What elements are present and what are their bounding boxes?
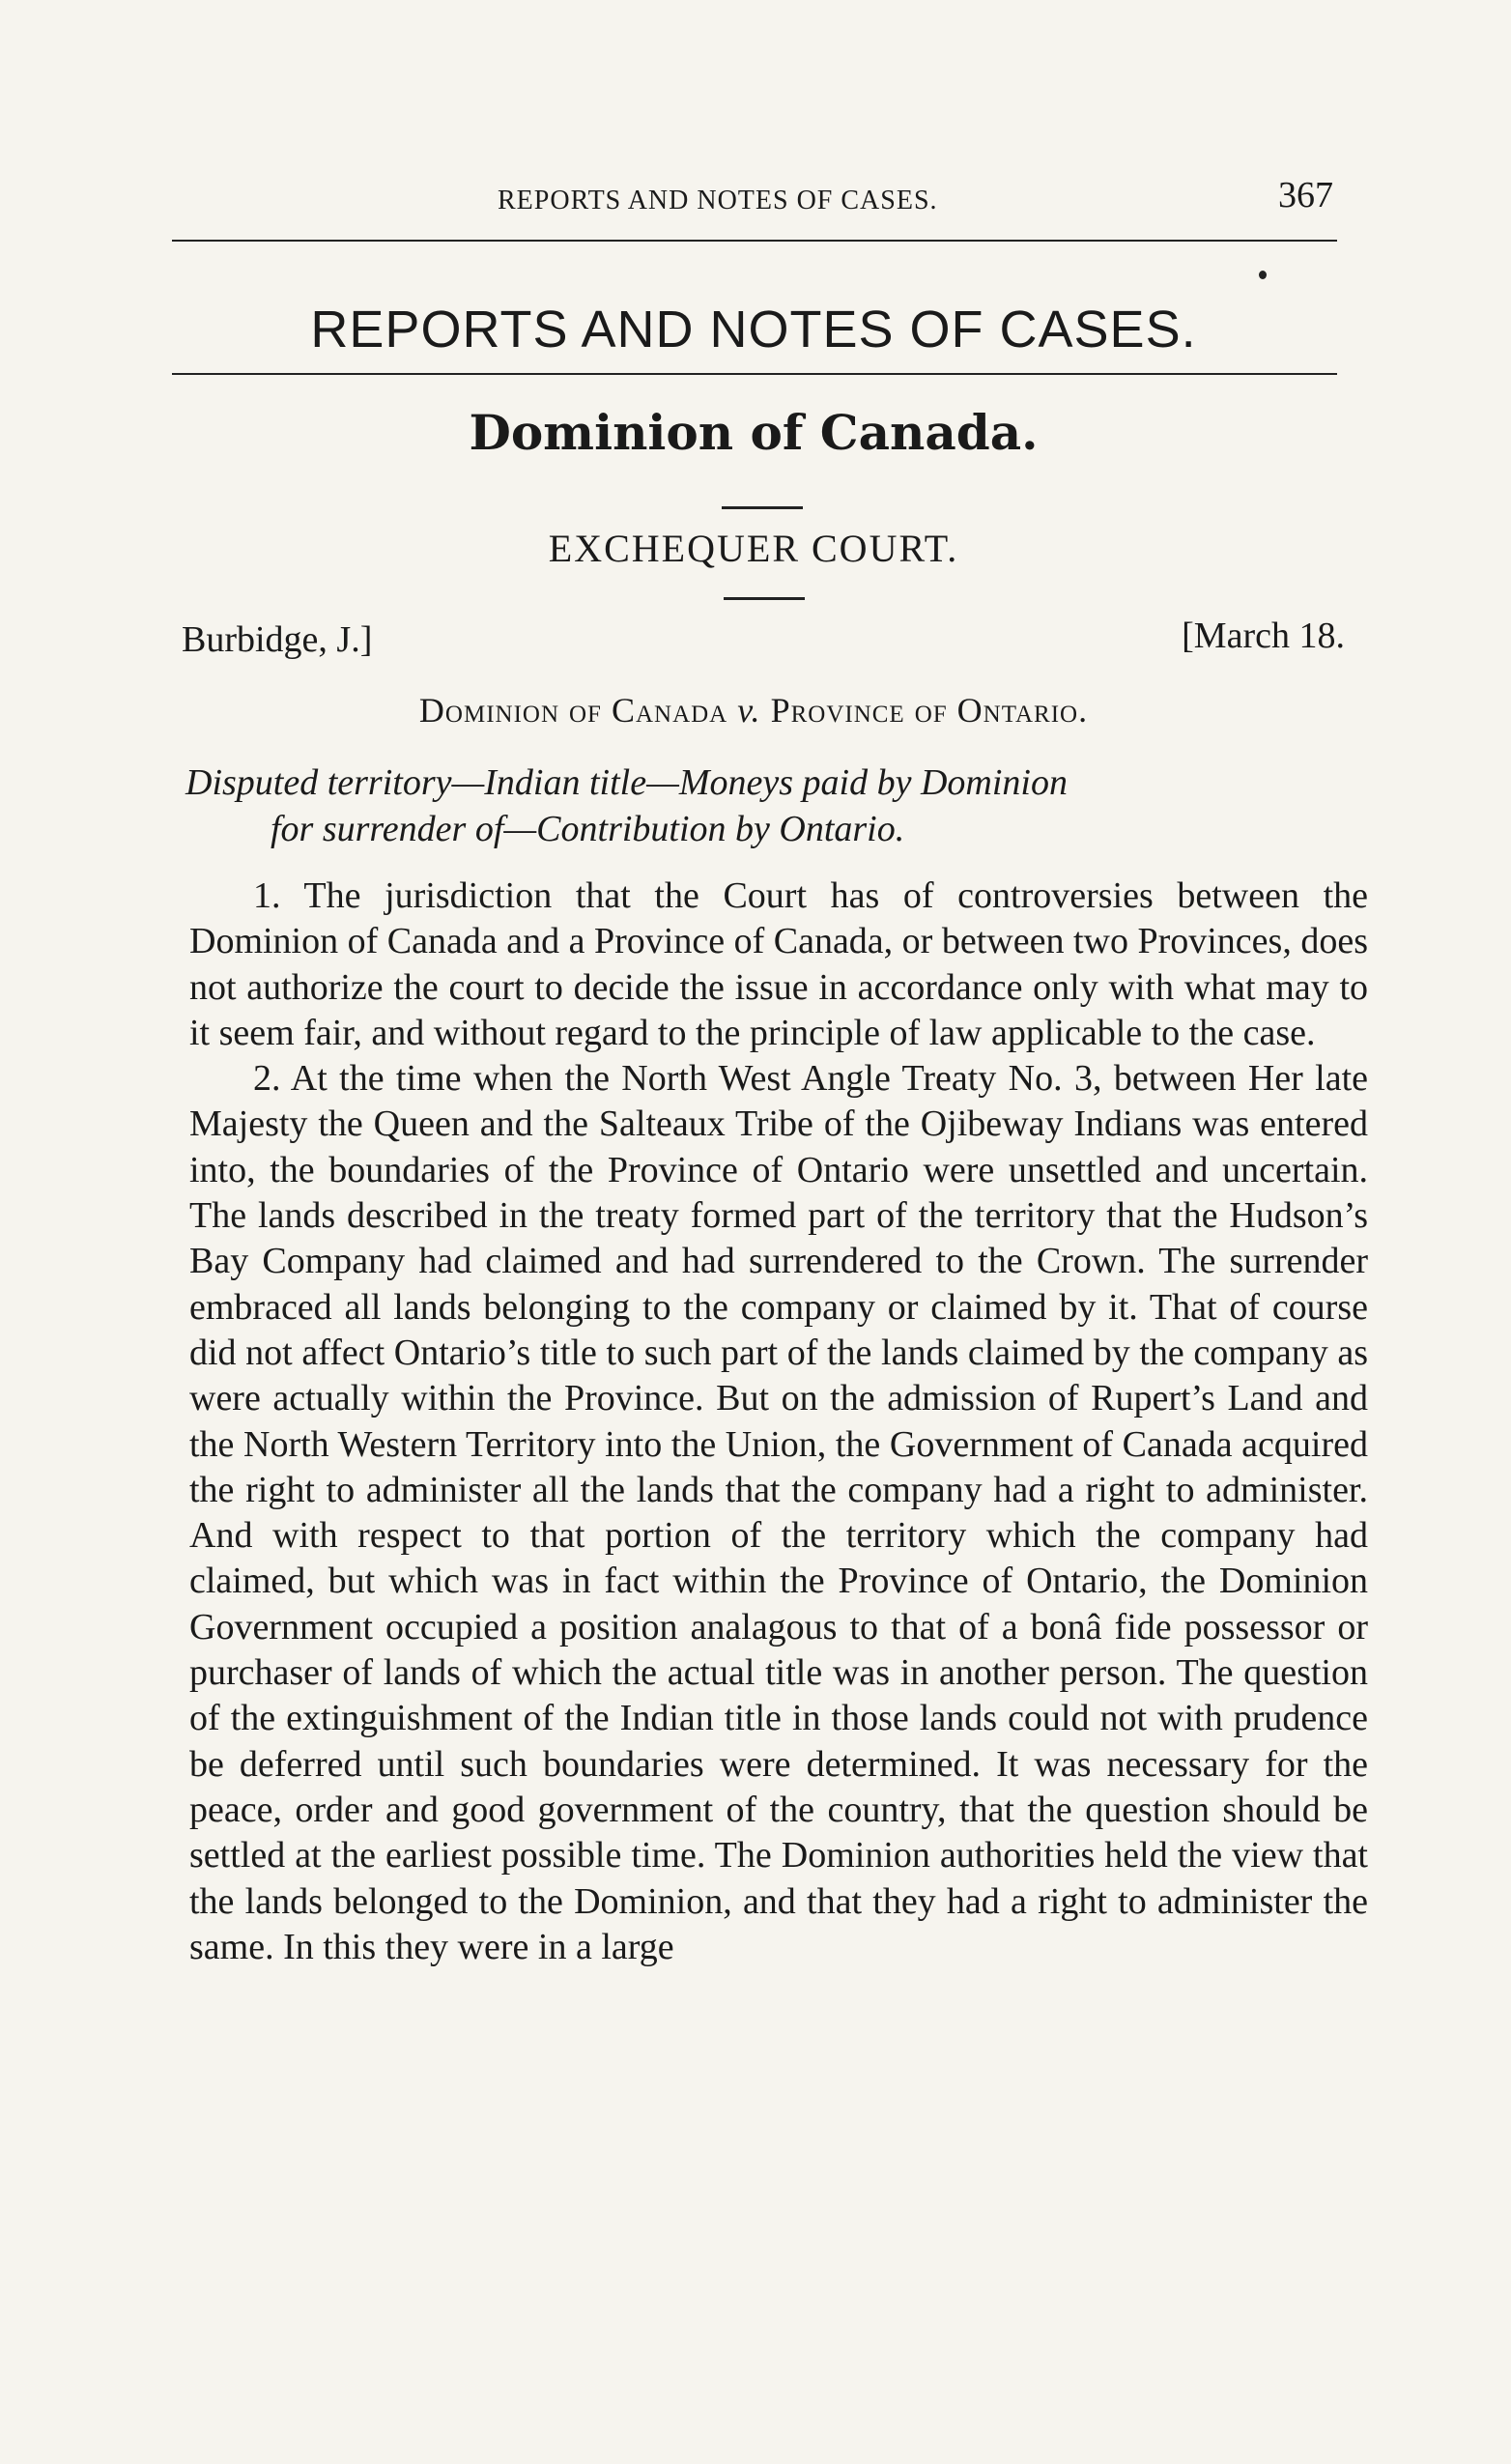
case-plaintiff: Dominion of Canada [418, 691, 728, 730]
headnote-line-2: for surrender of—Contribution by Ontario. [271, 809, 905, 849]
judge-name: Burbidge, J.] [182, 619, 373, 660]
header-rule [172, 240, 1337, 242]
jurisdiction-heading: Dominion of Canada. [469, 404, 1039, 461]
ink-dot [1259, 271, 1267, 279]
court-rule-top [722, 506, 803, 509]
running-head-title: REPORTS AND NOTES OF CASES. [498, 186, 938, 215]
case-versus: v. [737, 691, 761, 730]
running-head [174, 174, 1333, 222]
case-defendant: Province of Ontario. [770, 691, 1089, 730]
court-heading: EXCHEQUER COURT. [548, 527, 959, 570]
body-text [189, 874, 1368, 1970]
headnote-line-1: Disputed territory—Indian title—Moneys paid by Dominion [185, 762, 1068, 803]
section-rule [172, 373, 1337, 375]
section-title: REPORTS AND NOTES OF CASES. [310, 301, 1197, 358]
page-number: 367 [1278, 175, 1333, 215]
decision-date: [March 18. [1182, 616, 1345, 656]
case-name [174, 690, 1333, 731]
court-rule-bottom [724, 597, 805, 600]
headnote [185, 759, 1354, 852]
paragraph-2: 2. At the time when the North West Angle Treaty No. 3, between Her late Majesty the Queen and the Salteaux Tribe of the Ojibeway Indians was entered into, the boundaries of the Province of Ontario were unsettled and uncertain. The lands described in the treaty formed part of the territory that the Hudson’s Bay Company had claimed and had surrendered to the Crown. The surrender embraced all lands belonging to the company or claimed by it. That of course did not affect Ontario’s title to such part of the lands claimed by the company as were actually within the Province. But on the admission of Rupert’s Land and the North Western Territory into the Union, the Government of Canada acquired the right to administer all the lands that the company had a right to administer. And with respect to that portion of the territory which the company had claimed, but which was in fact within the Province of Ontario, the Dominion Government occupied a position analagous to that of a bonâ fide possessor or purchaser of lands of which the actual title was in another person. The question of the extinguishment of the Indian title in those lands could not with prudence be deferred until such boundaries were determined. It was necessary for the peace, order and good government of the country, that the question should be settled at the earliest possible time. The Dominion authorities held the view that the lands belonged to the Dominion, and that they had a right to administer the same. In this they were in a large [189, 1058, 1368, 1967]
paragraph-1: 1. The jurisdiction that the Court has of controversies between the Dominion of Canada and a Province of Canada, or between two Provinces, does not authorize the court to decide the issue in accordance only with what may to it seem fair, and without regard to the principle of law applicable to the case. [189, 875, 1368, 1053]
